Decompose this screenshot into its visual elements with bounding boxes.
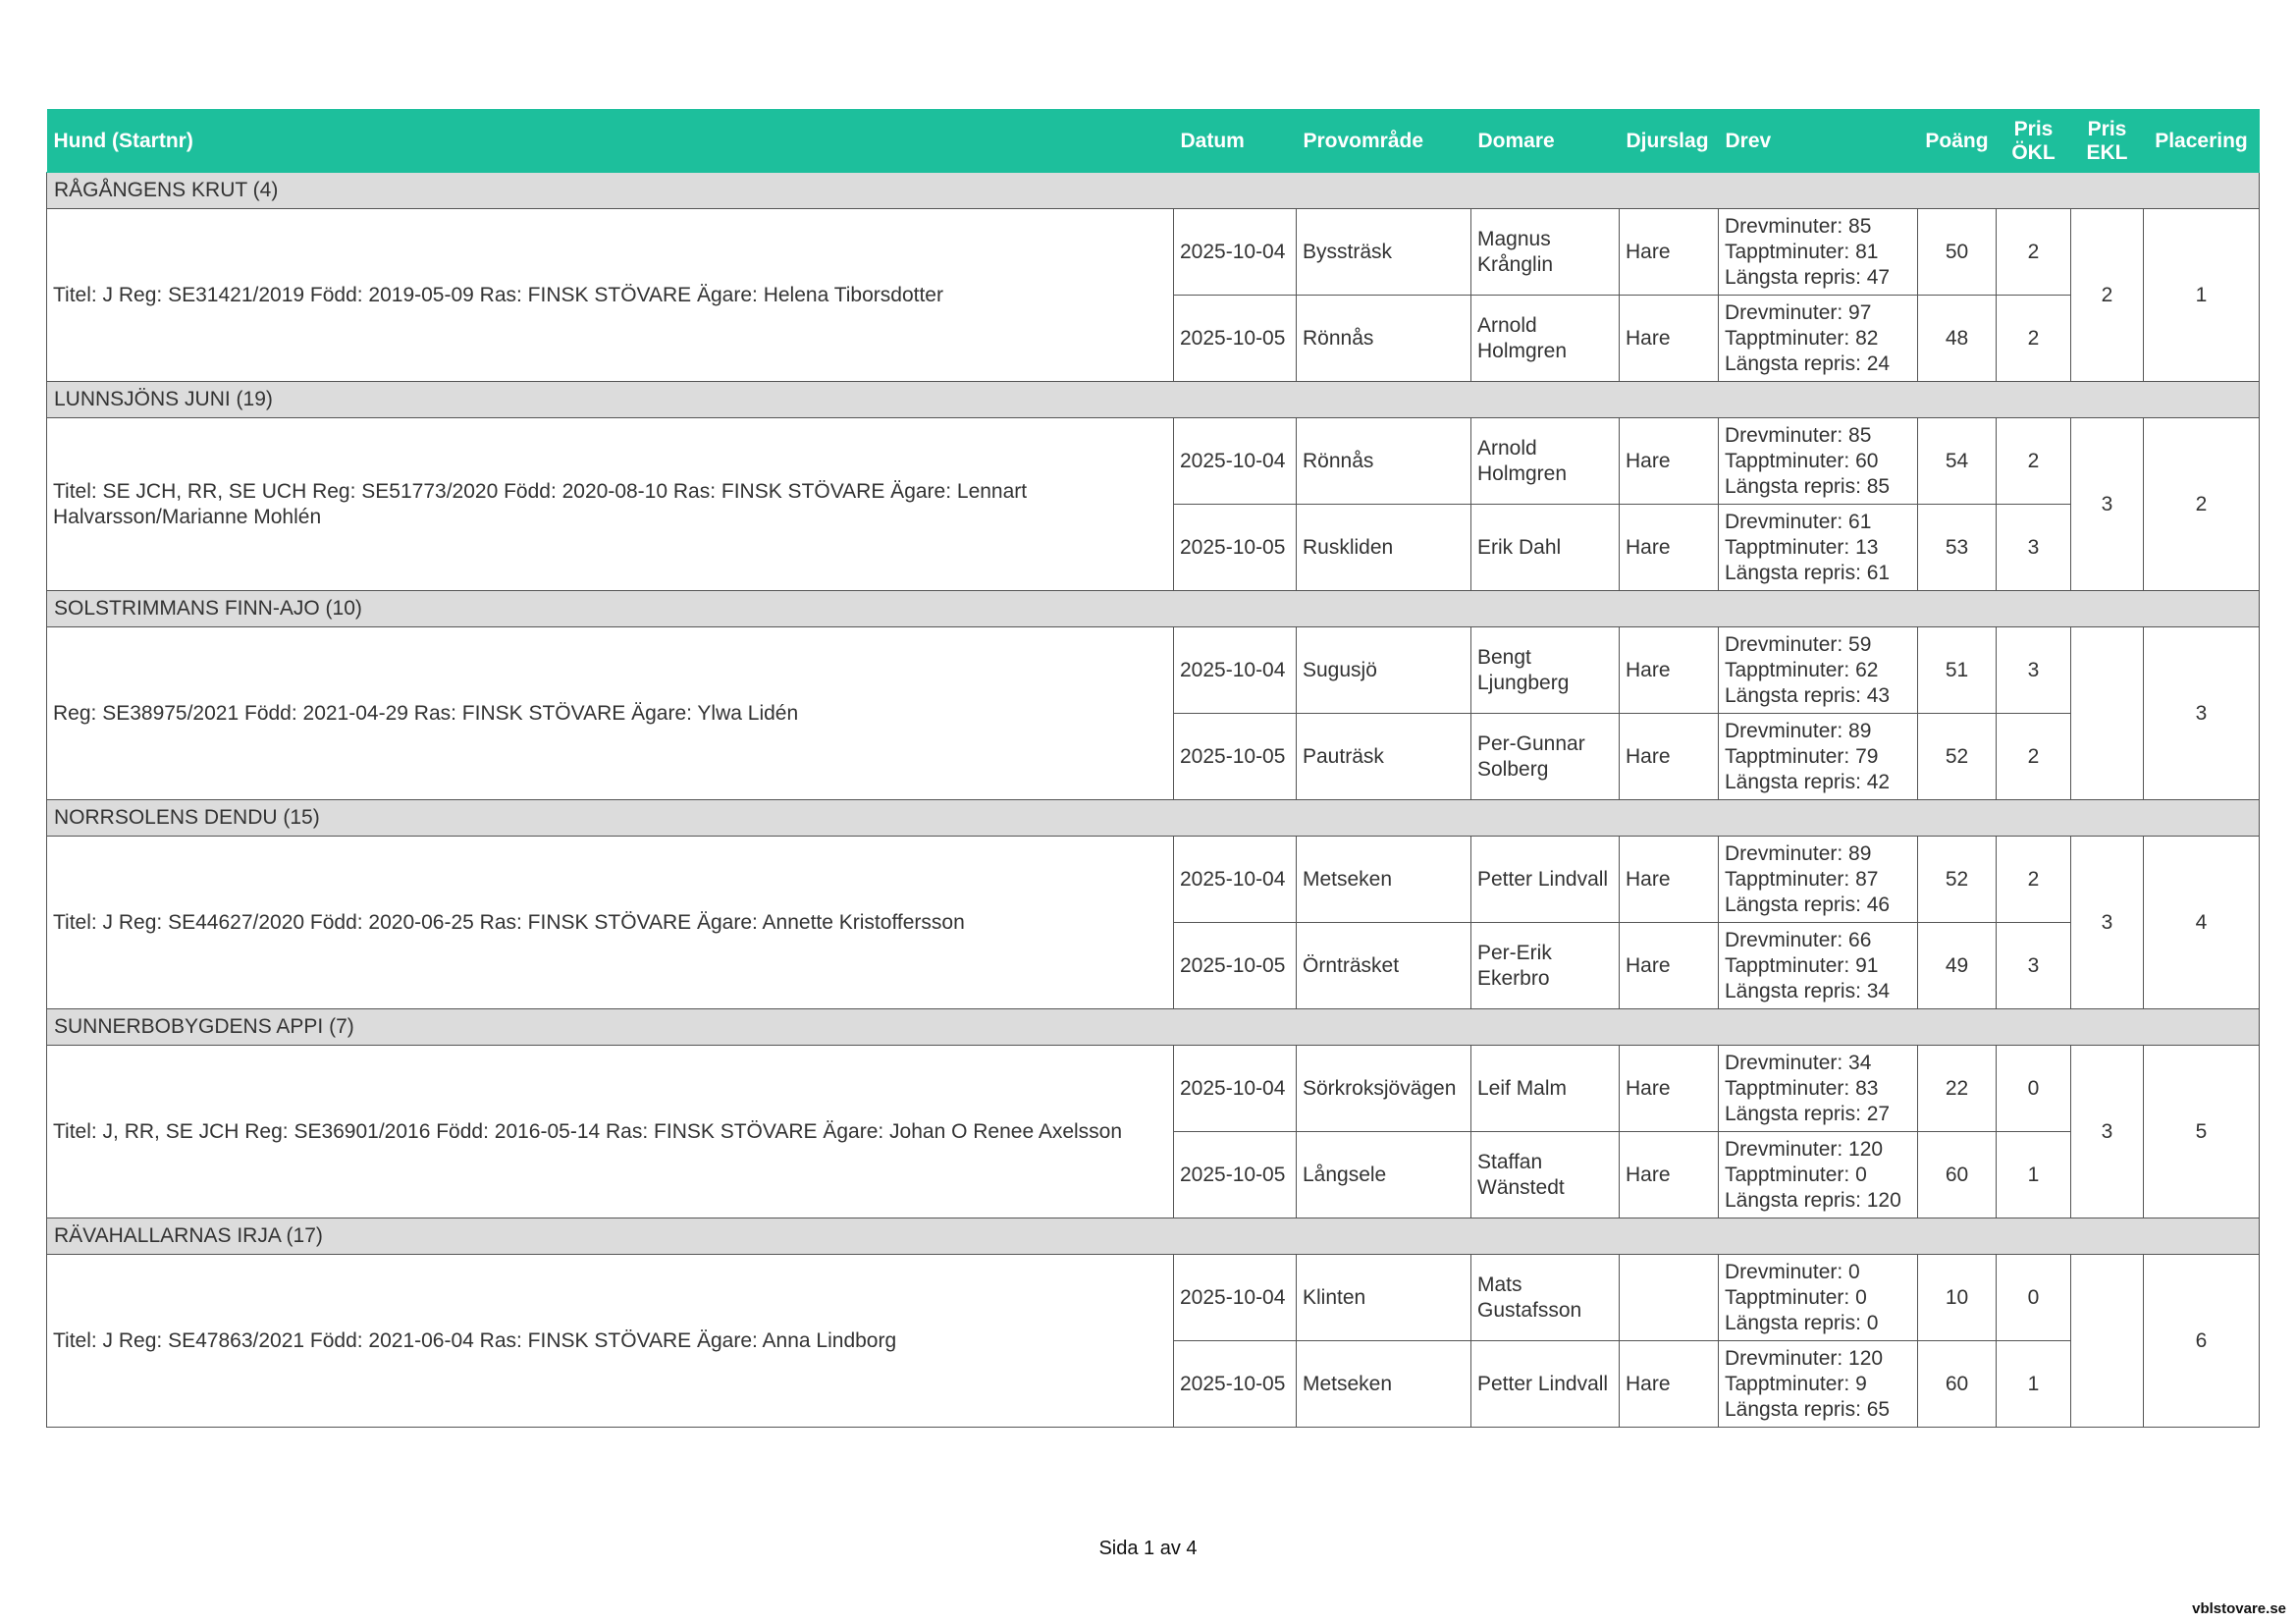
dog-name: NORRSOLENS DENDU (15) <box>47 800 2260 837</box>
trial-drev: Drevminuter: 89 Tapptminuter: 87 Längsta repris: 46 <box>1719 837 1918 923</box>
trial-game: Hare <box>1620 627 1719 714</box>
header-row <box>47 110 2260 173</box>
dog-pris-ekl: 3 <box>2071 1046 2144 1218</box>
trial-drev: Drevminuter: 34 Tapptminuter: 83 Längsta repris: 27 <box>1719 1046 1918 1132</box>
trial-area: Byssträsk <box>1297 209 1471 296</box>
trial-pris-okl: 2 <box>1997 209 2071 296</box>
dog-name: RÄVAHALLARNAS IRJA (17) <box>47 1218 2260 1255</box>
trial-pris-okl: 2 <box>1997 837 2071 923</box>
trial-judge: Bengt Ljungberg <box>1471 627 1620 714</box>
header-dog: Hund (Startnr) <box>47 110 1174 173</box>
dog-info: Reg: SE38975/2021 Född: 2021-04-29 Ras: FINSK STÖVARE Ägare: Ylwa Lidén <box>47 627 1174 800</box>
trial-points: 10 <box>1918 1255 1997 1341</box>
trial-date: 2025-10-05 <box>1174 296 1297 382</box>
dog-info: Titel: J, RR, SE JCH Reg: SE36901/2016 Född: 2016-05-14 Ras: FINSK STÖVARE Ägare: Johan O Renee Axelsson <box>47 1046 1174 1218</box>
trial-drev: Drevminuter: 85 Tapptminuter: 81 Längsta repris: 47 <box>1719 209 1918 296</box>
page-number: Sida 1 av 4 <box>1098 1538 1198 1559</box>
trial-points: 49 <box>1918 923 1997 1009</box>
trial-points: 60 <box>1918 1341 1997 1428</box>
trial-game: Hare <box>1620 837 1719 923</box>
trial-game: Hare <box>1620 923 1719 1009</box>
trial-game: Hare <box>1620 296 1719 382</box>
trial-area: Klinten <box>1297 1255 1471 1341</box>
header-pris-okl: Pris ÖKL <box>1997 110 2071 173</box>
dog-pris-ekl: 3 <box>2071 837 2144 1009</box>
trial-date: 2025-10-05 <box>1174 505 1297 591</box>
trial-game: Hare <box>1620 1046 1719 1132</box>
trial-row <box>47 1255 2260 1341</box>
trial-game: Hare <box>1620 418 1719 505</box>
trial-points: 52 <box>1918 714 1997 800</box>
trial-pris-okl: 2 <box>1997 296 2071 382</box>
dog-name: RÅGÅNGENS KRUT (4) <box>47 173 2260 209</box>
trial-pris-okl: 2 <box>1997 418 2071 505</box>
trial-area: Sugusjö <box>1297 627 1471 714</box>
trial-judge: Per-Erik Ekerbro <box>1471 923 1620 1009</box>
dog-name-row <box>47 1218 2260 1255</box>
trial-pris-okl: 1 <box>1997 1132 2071 1218</box>
site-logo: vblstovare.se <box>2192 1600 2286 1617</box>
trial-date: 2025-10-04 <box>1174 837 1297 923</box>
trial-date: 2025-10-05 <box>1174 1341 1297 1428</box>
dog-name-row <box>47 382 2260 418</box>
trial-area: Sörkroksjövägen <box>1297 1046 1471 1132</box>
trial-judge: Petter Lindvall <box>1471 1341 1620 1428</box>
trial-drev: Drevminuter: 0 Tapptminuter: 0 Längsta repris: 0 <box>1719 1255 1918 1341</box>
dog-name: SUNNERBOBYGDENS APPI (7) <box>47 1009 2260 1046</box>
trial-row <box>47 209 2260 296</box>
trial-game: Hare <box>1620 209 1719 296</box>
trial-drev: Drevminuter: 120 Tapptminuter: 0 Längsta repris: 120 <box>1719 1132 1918 1218</box>
dog-info: Titel: J Reg: SE47863/2021 Född: 2021-06-04 Ras: FINSK STÖVARE Ägare: Anna Lindborg <box>47 1255 1174 1428</box>
trial-drev: Drevminuter: 89 Tapptminuter: 79 Längsta repris: 42 <box>1719 714 1918 800</box>
dog-info: Titel: SE JCH, RR, SE UCH Reg: SE51773/2020 Född: 2020-08-10 Ras: FINSK STÖVARE Ägare: Lennart Halvarsson/Marianne Mohlén <box>47 418 1174 591</box>
header-placement: Placering <box>2144 110 2260 173</box>
trial-drev: Drevminuter: 85 Tapptminuter: 60 Längsta repris: 85 <box>1719 418 1918 505</box>
dog-name-row <box>47 1009 2260 1046</box>
dog-pris-ekl <box>2071 1255 2144 1428</box>
trial-points: 60 <box>1918 1132 1997 1218</box>
trial-row <box>47 418 2260 505</box>
dog-name-row <box>47 800 2260 837</box>
trial-pris-okl: 2 <box>1997 714 2071 800</box>
dog-pris-ekl <box>2071 627 2144 800</box>
trial-judge: Per-Gunnar Solberg <box>1471 714 1620 800</box>
trial-date: 2025-10-05 <box>1174 714 1297 800</box>
trial-judge: Arnold Holmgren <box>1471 296 1620 382</box>
header-judge: Domare <box>1471 110 1620 173</box>
dog-info: Titel: J Reg: SE31421/2019 Född: 2019-05-09 Ras: FINSK STÖVARE Ägare: Helena Tiborsdotter <box>47 209 1174 382</box>
trial-judge: Staffan Wänstedt <box>1471 1132 1620 1218</box>
dog-pris-ekl: 3 <box>2071 418 2144 591</box>
dog-name: LUNNSJÖNS JUNI (19) <box>47 382 2260 418</box>
trial-drev: Drevminuter: 120 Tapptminuter: 9 Längsta repris: 65 <box>1719 1341 1918 1428</box>
dog-placement: 4 <box>2144 837 2260 1009</box>
trial-points: 50 <box>1918 209 1997 296</box>
results-table <box>46 109 2260 1428</box>
trial-pris-okl: 3 <box>1997 923 2071 1009</box>
trial-game <box>1620 1255 1719 1341</box>
trial-pris-okl: 3 <box>1997 627 2071 714</box>
trial-date: 2025-10-04 <box>1174 1046 1297 1132</box>
dog-placement: 1 <box>2144 209 2260 382</box>
trial-game: Hare <box>1620 1132 1719 1218</box>
trial-points: 48 <box>1918 296 1997 382</box>
trial-pris-okl: 1 <box>1997 1341 2071 1428</box>
trial-date: 2025-10-04 <box>1174 627 1297 714</box>
trial-date: 2025-10-04 <box>1174 418 1297 505</box>
header-points: Poäng <box>1918 110 1997 173</box>
trial-date: 2025-10-04 <box>1174 1255 1297 1341</box>
trial-area: Ruskliden <box>1297 505 1471 591</box>
trial-drev: Drevminuter: 66 Tapptminuter: 91 Längsta repris: 34 <box>1719 923 1918 1009</box>
trial-area: Metseken <box>1297 837 1471 923</box>
dog-name-row <box>47 173 2260 209</box>
dog-placement: 2 <box>2144 418 2260 591</box>
trial-area: Långsele <box>1297 1132 1471 1218</box>
dog-placement: 3 <box>2144 627 2260 800</box>
trial-drev: Drevminuter: 61 Tapptminuter: 13 Längsta repris: 61 <box>1719 505 1918 591</box>
trial-drev: Drevminuter: 97 Tapptminuter: 82 Längsta repris: 24 <box>1719 296 1918 382</box>
dog-placement: 6 <box>2144 1255 2260 1428</box>
trial-date: 2025-10-05 <box>1174 1132 1297 1218</box>
trial-row <box>47 1046 2260 1132</box>
trial-points: 51 <box>1918 627 1997 714</box>
trial-points: 22 <box>1918 1046 1997 1132</box>
dog-pris-ekl: 2 <box>2071 209 2144 382</box>
trial-pris-okl: 0 <box>1997 1255 2071 1341</box>
header-area: Provområde <box>1297 110 1471 173</box>
trial-judge: Magnus Krånglin <box>1471 209 1620 296</box>
header-drev: Drev <box>1719 110 1918 173</box>
trial-judge: Arnold Holmgren <box>1471 418 1620 505</box>
dog-name-row <box>47 591 2260 627</box>
trial-area: Pauträsk <box>1297 714 1471 800</box>
trial-date: 2025-10-05 <box>1174 923 1297 1009</box>
dog-info: Titel: J Reg: SE44627/2020 Född: 2020-06-25 Ras: FINSK STÖVARE Ägare: Annette Kristoffersson <box>47 837 1174 1009</box>
trial-area: Metseken <box>1297 1341 1471 1428</box>
trial-judge: Leif Malm <box>1471 1046 1620 1132</box>
header-date: Datum <box>1174 110 1297 173</box>
trial-pris-okl: 0 <box>1997 1046 2071 1132</box>
trial-date: 2025-10-04 <box>1174 209 1297 296</box>
dog-name: SOLSTRIMMANS FINN-AJO (10) <box>47 591 2260 627</box>
trial-judge: Erik Dahl <box>1471 505 1620 591</box>
trial-drev: Drevminuter: 59 Tapptminuter: 62 Längsta repris: 43 <box>1719 627 1918 714</box>
trial-pris-okl: 3 <box>1997 505 2071 591</box>
trial-game: Hare <box>1620 1341 1719 1428</box>
trial-points: 52 <box>1918 837 1997 923</box>
trial-area: Rönnås <box>1297 418 1471 505</box>
header-game: Djurslag <box>1620 110 1719 173</box>
trial-row <box>47 627 2260 714</box>
trial-judge: Mats Gustafsson <box>1471 1255 1620 1341</box>
dog-placement: 5 <box>2144 1046 2260 1218</box>
trial-judge: Petter Lindvall <box>1471 837 1620 923</box>
trial-points: 54 <box>1918 418 1997 505</box>
results-body <box>47 173 2260 1428</box>
trial-game: Hare <box>1620 505 1719 591</box>
trial-game: Hare <box>1620 714 1719 800</box>
trial-points: 53 <box>1918 505 1997 591</box>
header-pris-ekl: Pris EKL <box>2071 110 2144 173</box>
trial-row <box>47 837 2260 923</box>
trial-area: Örnträsket <box>1297 923 1471 1009</box>
trial-area: Rönnås <box>1297 296 1471 382</box>
